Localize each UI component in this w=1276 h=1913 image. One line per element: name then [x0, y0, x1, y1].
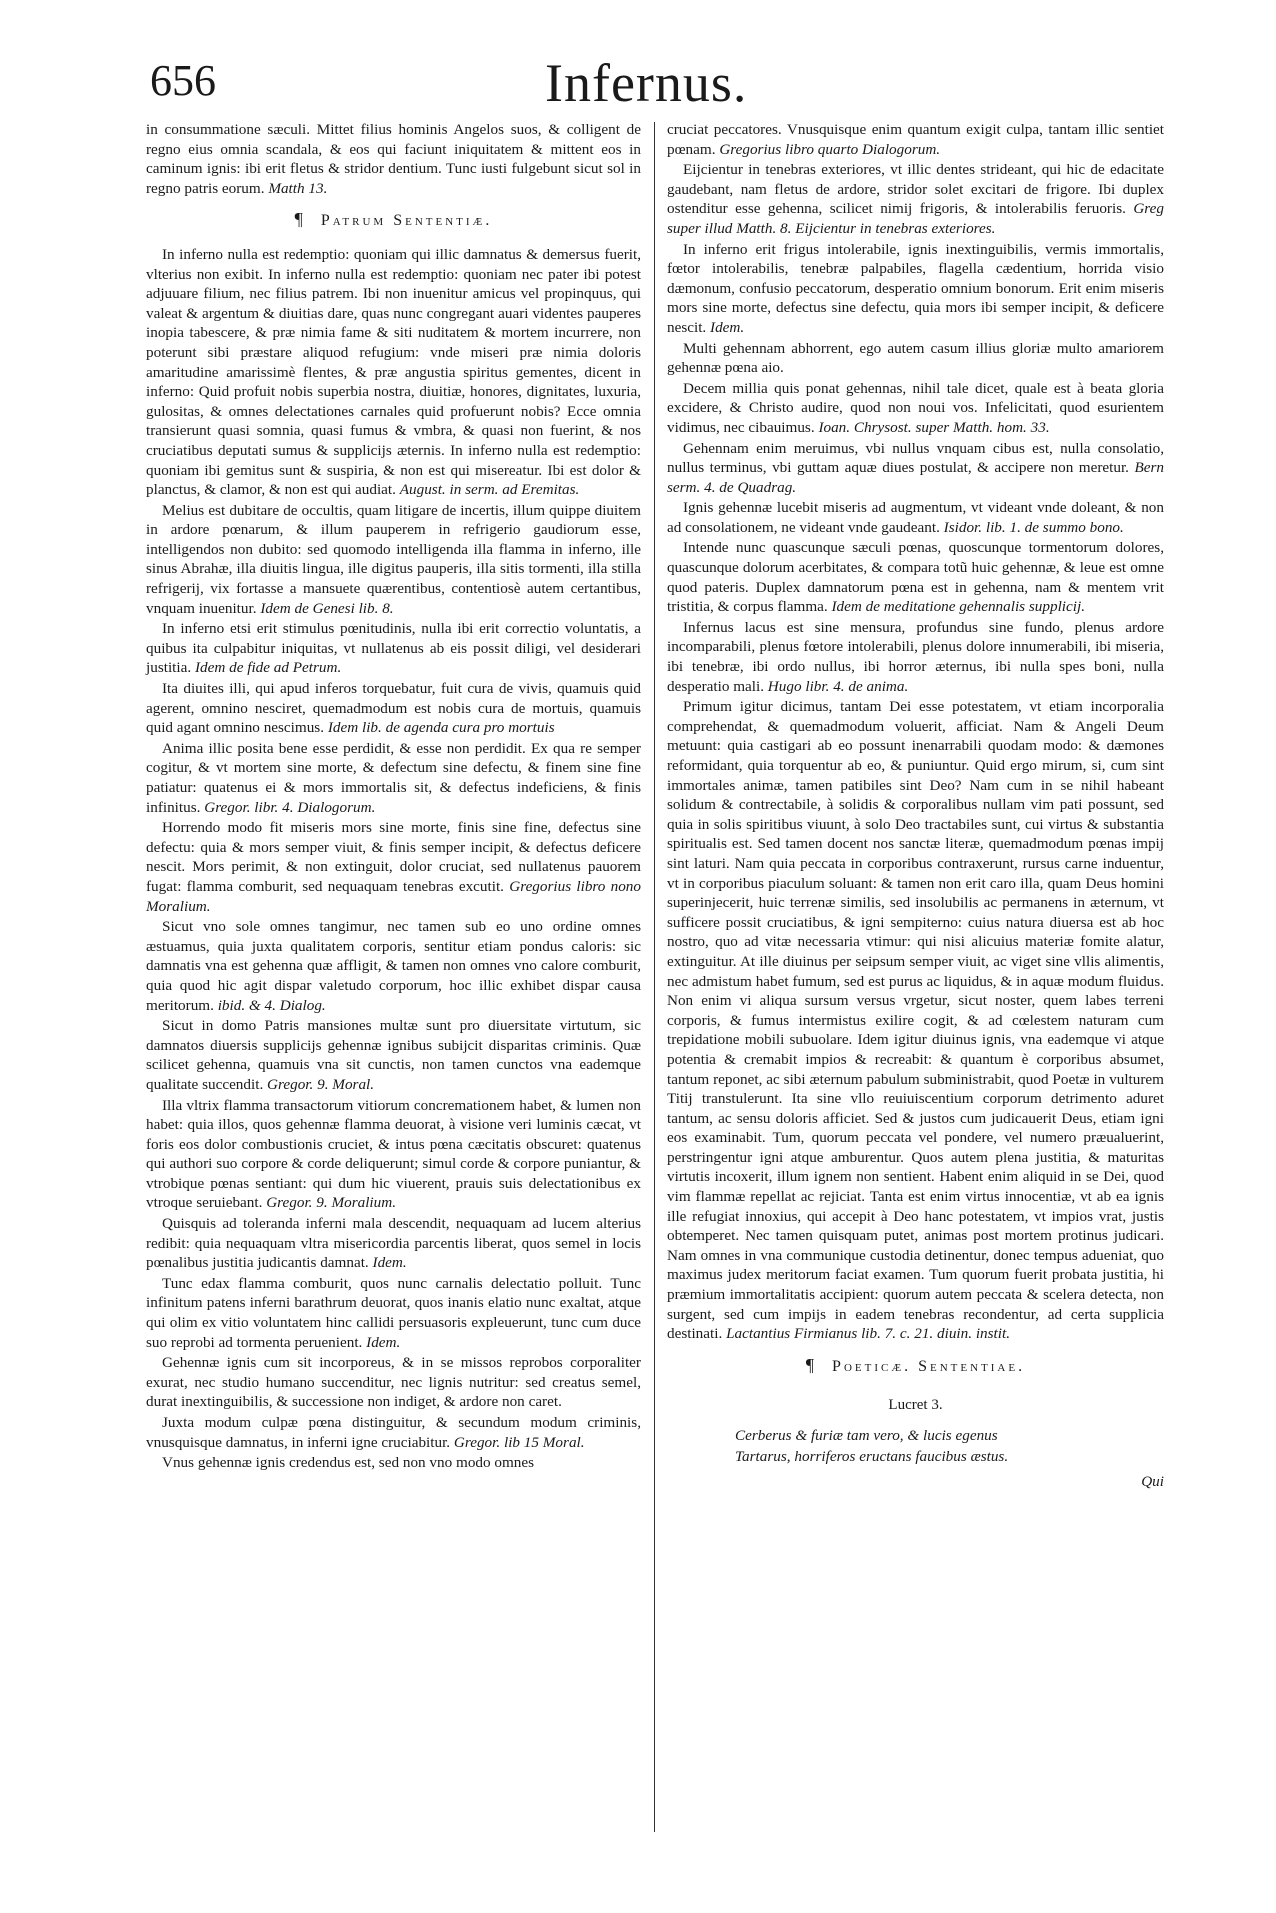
- paragraph-text: cruciat peccatores. Vnusquisque enim quantum exigit culpa, tantam illic sentiet pœnam.: [667, 121, 1164, 158]
- running-head: Infernus.: [545, 53, 748, 113]
- left-top-paragraph: [146, 120, 641, 198]
- paragraph: [146, 739, 641, 817]
- paragraph: [667, 439, 1164, 498]
- paragraph-text: Multi gehennam abhorrent, ego autem casum illius gloriæ multo amariorem gehennæ pœna aio.: [667, 339, 1164, 377]
- paragraph: [667, 379, 1164, 438]
- paragraph: [667, 160, 1164, 238]
- paragraph: [667, 697, 1164, 1344]
- right-paragraph-list: [667, 160, 1164, 1344]
- citation: Lactantius Firmianus lib. 7. c. 21. diuin. instit.: [726, 1325, 1010, 1343]
- paragraph: [146, 679, 641, 738]
- paragraph: [146, 1096, 641, 1214]
- paragraph-text: Intende nunc quascunque sæculi pœnas, quoscunque tormentorum dolores, quascunque dolorum acerbitates, & compara totũ huic gehennæ, & leue est omne quod pateris. Duplex damnatorum pœna est in gehenna, nam & mentem vrit tristitia, & corpus flamma.: [667, 539, 1164, 616]
- citation: Hugo libr. 4. de anima.: [767, 677, 909, 695]
- paragraph-text: in consummatione sæculi. Mittet filius hominis Angelos suos, & colligent de regno eius omnia scandala, & eos qui faciunt iniquitatem & mittent eos in caminum ignis: ibi erit fletus & stridor dentium. Tunc iusti fulgebunt sicut sol in regno patris eorum.: [146, 121, 641, 197]
- paragraph-text: Decem millia quis ponat gehennas, nihil tale dicet, quale est à beata gloria excidere, & Christo audire, quod non noui vos. Infelicitati, quod esurientem vidimus, nec cibauimus.: [667, 379, 1164, 436]
- paragraph: [667, 498, 1164, 537]
- paragraph-text: In inferno erit frigus intolerabile, ignis inextinguibilis, vermis immortalis, fœtor intolerabilis, tenebræ palpabiles, flagella cædentium, horrida visio dæmonum, confusio peccatorum, desperatio omnium bonorum. Erit enim miseris mors sine morte, defectus sine defectu, quia mors ibi semper incipit, & deficere nescit.: [667, 240, 1164, 336]
- citation: Idem.: [372, 1254, 407, 1272]
- citation: Matth 13.: [268, 179, 328, 197]
- paragraph-text: Infernus lacus est sine mensura, profundus sine fundo, plenus ardore incomparabili, plenus fœtore intolerabili, plenus dolore innumerabili, ibi miseria, ibi tenebræ, ibi ordo nullus, ibi horror æternus, ibi nulla spes boni, nulla desperatio mali.: [667, 618, 1164, 695]
- citation: Gregorius libro quarto Dialogorum.: [719, 140, 941, 158]
- paragraph-text: Vnus gehennæ ignis credendus est, sed non vno modo omnes: [162, 1454, 535, 1472]
- column-divider: [654, 122, 655, 1832]
- paragraph-text: Eijcientur in tenebras exteriores, vt illic dentes strideant, qui hic de edacitate gaudebant, nam fletus de ardore, stridor solet excitari de frigore. Ibi duplex ostenditur esse gehenna, scilicet nimij frigoris, & intolerabilis feruoris.: [667, 161, 1164, 218]
- paragraph: [667, 240, 1164, 338]
- citation: Greg super illud Matth. 8. Eijcientur in tenebras exteriores.: [667, 200, 1164, 237]
- catchword: Qui: [1141, 1473, 1164, 1491]
- paragraph-text: Anima illic posita bene esse perdidit, & esse non perdidit. Ex qua re semper cogitur, & vt mortem sine morte, & defectum sine defectu, & finem sine fine patiatur: quatenus ei & mors immortalis sit, & defectus indeficiens, & finis infinitus.: [146, 739, 641, 816]
- citation: Ioan. Chrysost. super Matth. hom. 33.: [818, 418, 1050, 436]
- verse-source: Lucret 3.: [888, 1397, 943, 1414]
- paragraph: [667, 339, 1164, 378]
- paragraph-text: Sicut vno sole omnes tangimur, nec tamen sub eo uno ordine omnes æstuamus, quia juxta qualitatem corporis, sentitur etiam pondus caloris: sic damnatis vna est gehenna quæ affligit, & tamen non omnes vno calore comburit, quia quod hic agit dispar valetudo corporum, hoc illic exhibet dispar causa meritorum.: [146, 918, 641, 1014]
- paragraph: [667, 538, 1164, 616]
- citation: Idem lib. de agenda cura pro mortuis: [327, 719, 555, 737]
- section-heading-poeticae: [667, 1356, 1164, 1377]
- citation: Isidor. lib. 1. de summo bono.: [943, 518, 1124, 536]
- citation: Gregor. lib 15 Moral.: [453, 1433, 585, 1451]
- citation: Idem de meditatione gehennalis supplicij.: [831, 598, 1085, 616]
- paragraph: [146, 1214, 641, 1273]
- paragraph-text: Tunc edax flamma comburit, quos nunc carnalis delectatio polluit. Tunc infinitum patens inferni barathrum deuorat, quos inanis elatio nunc exaltat, atque qui olim ex vitio voluntatem hinc callidi persuasoris expleuerunt, tunc cum duce suo reprobi ad tormenta peruenient.: [146, 1274, 641, 1351]
- paragraph: [146, 1274, 641, 1352]
- page-number: 656: [150, 56, 216, 105]
- citation: Idem.: [366, 1333, 401, 1351]
- paragraph-text: Quisquis ad toleranda inferni mala descendit, nequaquam ad lucem alterius redibit: quia nequaquam vltra misericordia parcentis liberat, quos semel in locis pœnalibus justitia judicantis damnat.: [146, 1215, 641, 1272]
- section-heading-patrum: [146, 210, 641, 231]
- paragraph-text: Illa vltrix flamma transactorum vitiorum concremationem habet, & lumen non habet: quia illos, quos gehennæ flamma deuorat, à visione veri luminis cæcat, vt foris eos dolor combustionis cruciet, & intus pœna cæcitatis obscuret: quatenus qui authori suo corpore & corde deliquerunt; simul corde & corpore puniantur, & vtrobique pœnas sentiant: qui dum hic viuerent, prauis suis delectationibus ex vtroque seruiebant.: [146, 1096, 641, 1212]
- verse-line: Cerberus & furiæ tam vero, & lucis egenus: [735, 1427, 998, 1444]
- paragraph-text: Gehennæ ignis cum sit incorporeus, & in se missos reprobos corporaliter exurat, nec studio humano succenditur, nec lignis nutritur: sed creatus semel, durat inextinguibilis, & successione non indiget, & ardore non caret.: [146, 1354, 641, 1411]
- verse-block: [667, 1426, 1164, 1466]
- paragraph-text: Melius est dubitare de occultis, quam litigare de incertis, illum quippe diuitem in ardore pœnarum, & illum pauperem in refrigerio gaudiorum esse, intelligendos non dubito: sed quomodo intelligenda illa flamma in inferno, ille sinus Abrahæ, illa diuitis lingua, ille digitus pauperis, illa sitis tormenti, illa stilla refrigerij, vix fortasse a mansuete quærentibus, contentiosè autem certantibus, vnquam inuenitur.: [146, 501, 641, 617]
- citation: Gregor. 9. Moralium.: [266, 1194, 396, 1212]
- right-column: [667, 120, 1164, 1492]
- verse-line: Tartarus, horriferos eructans faucibus æstus.: [735, 1447, 1009, 1465]
- citation: Idem de fide ad Petrum.: [194, 659, 342, 677]
- paragraph-text: Juxta modum culpæ pœna distinguitur, & secundum modum criminis, vnusquisque damnatus, in inferni igne cruciabitur.: [146, 1414, 641, 1451]
- right-top-paragraph: [667, 120, 1164, 159]
- section-title: Poeticæ. Sententiae.: [832, 1357, 1026, 1375]
- citation: August. in serm. ad Eremitas.: [399, 481, 580, 499]
- paragraph-text: In inferno etsi erit stimulus pœnitudinis, nulla ibi erit correctio voluntatis, a quibus ita culpabitur iniquitas, vt nullatenus ab eis possit diligi, vel desiderari justitia.: [146, 620, 641, 677]
- paragraph: [146, 1453, 641, 1473]
- paragraph-text: Ignis gehennæ lucebit miseris ad augmentum, vt videant vnde doleant, & non ad consolationem, ne videant vnde gaudeant.: [667, 499, 1164, 536]
- paragraph: [146, 501, 641, 619]
- paragraph-text: Sicut in domo Patris mansiones multæ sunt pro diuersitate virtutum, sic damnatos diuersis supplicijs gehennæ ignibus subijcit disparitas criminis. Quæ scilicet gehenna, quamuis vna sit cunctis, non tamen cunctos vna eademque qualitate succendit.: [146, 1017, 641, 1093]
- paragraph-text: Horrendo modo fit miseris mors sine morte, finis sine fine, defectus sine defectu: quia & mors semper viuit, & finis semper incipit, & defectus deficere nescit. Mors perimit, & non extinguit, dolor cruciat, sed nullatenus pauorem fugat: flamma comburit, sed nequaquam tenebras excutit.: [146, 819, 641, 895]
- citation: Bern serm. 4. de Quadrag.: [667, 459, 1164, 496]
- citation: Idem de Genesi lib. 8.: [260, 599, 394, 617]
- pilcrow-icon: ¶: [294, 209, 306, 230]
- citation: Gregor. libr. 4. Dialogorum.: [204, 798, 376, 816]
- paragraph-text: Primum igitur dicimus, tantam Dei esse potestatem, vt etiam incorporalia comprehendat, & quemadmodum voluerit, afficiat. Nam & Angeli Deum metuunt: quia castigari ab eo possunt inenarrabili quodam modo: & dæmones reformidant, quia torquentur ab eo, & puniuntur. Quid ergo mirum, si, cum sint immortales animæ, tamen patibiles sint Deo? Nam cum in se nihil habeant solidum & contrectabile, à solidis & corporalibus nullam vim pati possunt, sed quia in solis spiritibus viuunt, à solo Deo tractabiles sunt, cui virtus & substantia spiritualis est. Sed tamen docent nos sanctæ literæ, quemadmodum pœnas impij sint laturi. Nam quia peccata in corporibus contraxerunt, rursus carne induentur, vt in corporibus piaculum soluant: & tamen non erit caro illa, quam Deus homini superinjecerit, huic terrenæ similis, sed insolubilis ac permanens in æternum, vt sufficere possit cruciatibus, & igni sempiterno: cuius natura diuersa est ab hoc nostro, quo ad vitæ necessaria vtimur: qui nisi alicuius materiæ fomite alatur, extinguitur. At ille diuinus per seipsum semper viuit, ac viget sine vllis alimentis, nec admistum habet fumum, sed est purus ac liquidus, & in aquæ modum fluidus. Non enim vi aliqua sursum versus vrgetur, sicut noster, quem labes terreni corporis, & fumus intermistus exilire cogit, & ad cœlestem naturam cum trepidatione mobili subuolare. Idem igitur diuinus ignis, vna eademque vi atque potentia & cremabit impios & recreabit: & quantum è corporibus absumet, tantum reponet, ac sibi æternum pabulum subministrabit, quod Poetæ in vulturem Titij transtulerunt. Ita sine vllo reuiuiscentium corporum detrimento aduret tantum, ac sensu doloris afficiet. Sed & justos cum judicauerit Deus, etiam igni eos examinabit. Tum, quorum peccata vel pondere, vel numero præualuerint, perstringentur igni atque amburentur. Quos autem plena justitia, & maturitas virtutis incoxerit, illum ignem non sentient. Habent enim aliquid in se Dei, quod vim flammæ repellat ac rejiciat. Tanta est enim virtus innocentiæ, vt ab ea ignis ille refugiat innoxius, qui accepit à Deo hanc potestatem, vt impios vrat, justis obtemperet. Nec tamen quisquam putet, animas post mortem protinus judicari. Nam omnes in vna communique custodia detinentur, donec tempus adueniat, quo maximus judex meritorum faciat examen. Tum quorum fuerit probata justitia, hi præmium immortalitatis accipient: quorum autem peccata & scelera detecta, non surgent, sed cum impijs in eadem tenebras recondentur, ad certa supplicia destinati.: [667, 698, 1164, 1343]
- paragraph: [146, 917, 641, 1015]
- citation: ibid. & 4. Dialog.: [217, 996, 326, 1014]
- citation: Gregor. 9. Moral.: [267, 1075, 375, 1093]
- paragraph: [146, 818, 641, 916]
- paragraph: [146, 245, 641, 500]
- citation: Idem.: [710, 318, 745, 336]
- paragraph: [146, 1353, 641, 1412]
- pilcrow-icon: ¶: [805, 1354, 818, 1375]
- citation: Gregorius libro nono Moralium.: [146, 877, 641, 915]
- paragraph: [146, 1016, 641, 1094]
- paragraph: [146, 1413, 641, 1452]
- paragraph-text: Ita diuites illi, qui apud inferos torquebatur, fuit cura de vivis, quamuis quid agerent, omnino nesciret, quemadmodum est nobis cura de mortuis, quamuis quid agant omnino nescimus.: [146, 680, 641, 737]
- paragraph: [667, 618, 1164, 696]
- left-paragraph-list: [146, 245, 641, 1473]
- paragraph-text: Gehennam enim meruimus, vbi nullus vnquam cibus est, nulla consolatio, nullus terminus, vbi guttam aquæ diues postulat, & accipere non meretur.: [667, 439, 1164, 477]
- section-title: Patrum Sententiæ.: [320, 212, 493, 230]
- paragraph-text: In inferno nulla est redemptio: quoniam qui illic damnatus & demersus fuerit, vlterius non exibit. In inferno nulla est redemptio: quoniam nec pater ibi potest adjuuare filium, nec filius patrem. Ibi non inuenitur amicus vel propinquus, qui valeat & argentum & diuitias dare, quas nunc congregant auari videntes pauperes inopia tabescere, & præ nimia fame & siti nuditatem & mortem incurrere, non poterunt sibi præstare aliquod refugium: vnde miseri præ nimia doloris amaritudine amarissimè flentes, & præ angustia spiritus gementes, dicent in inferno: Quid profuit nobis superbia nostra, diuitiæ, honores, dignitates, luxuria, gulositas, & omnes delectationes carnales quid profuerunt nobis? Ecce omnia transierunt quasi somnia, quasi fumus & vmbra, & quasi non fuerint, & nos cruciatibus deputati sumus & supplicijs æternis. In inferno nulla est redemptio: quoniam ibi gemitus sunt & suspiria, & non est qui misereatur. Ibi est dolor & planctus, & clamor, & non est qui audiat.: [146, 245, 641, 499]
- paragraph: [146, 619, 641, 678]
- left-column: [146, 120, 641, 1474]
